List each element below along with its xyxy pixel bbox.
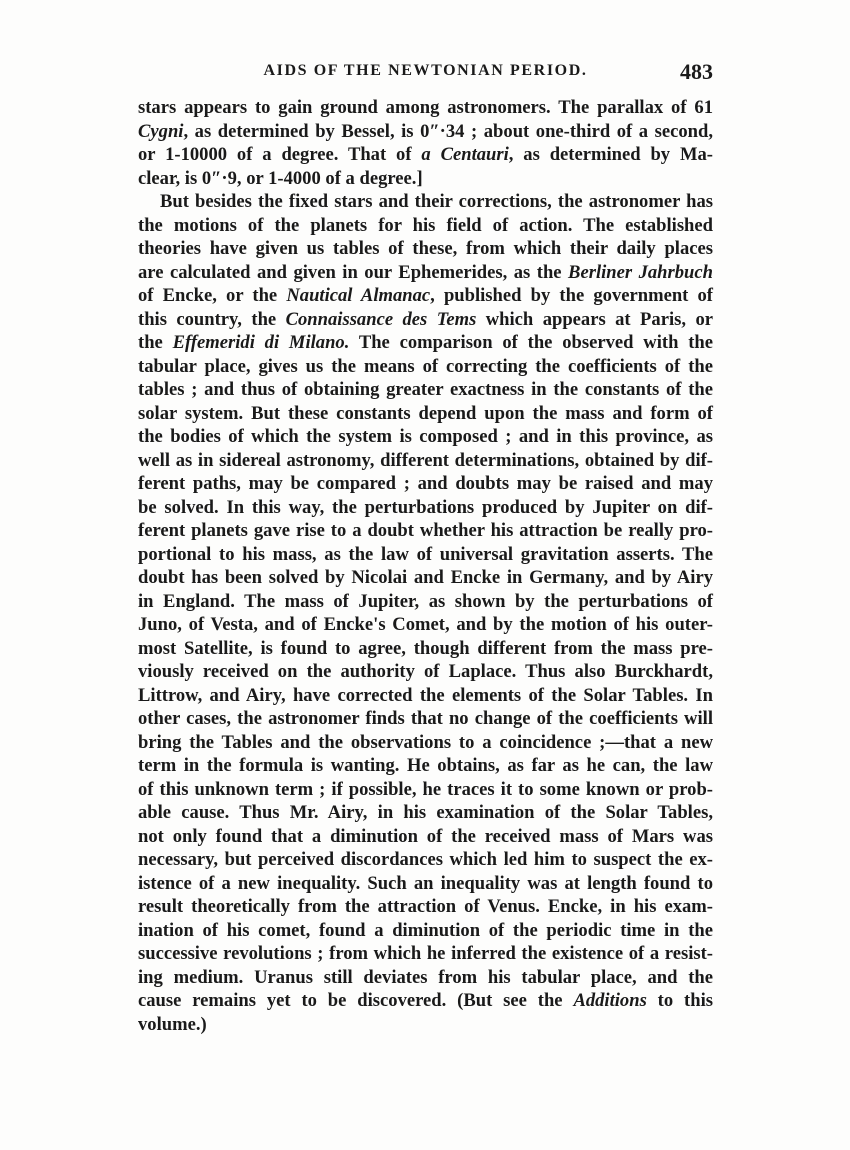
- running-title: AIDS OF THE NEWTONIAN PERIOD.: [263, 62, 588, 79]
- text-line: [138, 214, 713, 238]
- text-run: stars appears to gain ground among astronomers. The parallax of 61: [138, 97, 713, 118]
- text-line: [138, 1013, 713, 1037]
- text-line: [138, 613, 713, 637]
- text-run: necessary, but perceived discordances which led him to suspect the ex-: [138, 849, 713, 870]
- text-line: [138, 543, 713, 567]
- text-line: [138, 472, 713, 496]
- text-run: result theoretically from the attraction of Venus. Encke, in his exam-: [138, 896, 713, 917]
- text-run: bring the Tables and the observations to a coincidence ;—that a new: [138, 731, 713, 753]
- text-run: Littrow, and Airy, have corrected the elements of the Solar Tables. In: [138, 684, 713, 706]
- text-line: [138, 331, 713, 355]
- text-run: are calculated and given in our Ephemerides, as the: [138, 261, 569, 283]
- text-run: other cases, the astronomer finds that no change of the coefficients will: [138, 708, 713, 729]
- text-line: [138, 449, 713, 473]
- italic-text: Berliner Jahrbuch: [568, 261, 713, 283]
- text-run: theories have given us tables of these, from which their daily places: [138, 238, 713, 259]
- text-line: [138, 425, 713, 449]
- text-run: not only found that a diminution of the received mass of Mars was: [138, 825, 713, 847]
- page-number: 483: [680, 59, 713, 84]
- italic-text: Connaissance des Tems: [285, 308, 477, 330]
- text-run: ferent planets gave rise to a doubt whether his attraction be really pro-: [138, 520, 713, 541]
- italic-text: Nautical Almanac: [286, 285, 431, 306]
- text-line: [138, 566, 713, 590]
- text-line: [138, 707, 713, 731]
- text-line: [138, 355, 713, 379]
- text-line: [138, 660, 713, 684]
- text-line: [138, 190, 713, 214]
- text-run: But besides the fixed stars and their corrections, the astronomer has: [160, 191, 713, 212]
- text-line: [138, 731, 713, 755]
- text-run: or 1-10000 of a degree. That of: [138, 144, 422, 165]
- text-line: [138, 895, 713, 919]
- italic-text: Additions: [573, 990, 647, 1011]
- text-run: able cause. Thus Mr. Airy, in his examination of the Solar Tables,: [138, 802, 713, 823]
- text-run: istence of a new inequality. Such an inequality was at length found to: [138, 872, 713, 894]
- text-line: [138, 848, 713, 872]
- text-line: [138, 989, 713, 1013]
- text-line: [138, 167, 713, 191]
- text-run: clear, is 0″·9, or 1-4000 of a degree.]: [138, 167, 423, 189]
- text-run: of Encke, or the: [138, 285, 287, 306]
- text-line: [138, 801, 713, 825]
- body-text: [138, 96, 713, 1036]
- text-line: [138, 120, 713, 144]
- text-line: [138, 378, 713, 402]
- text-run: cause remains yet to be discovered. (But see the: [138, 990, 574, 1011]
- text-run: , published by the government of: [430, 285, 713, 306]
- text-run: term in the formula is wanting. He obtains, as far as he can, the law: [138, 755, 713, 776]
- text-run: successive revolutions ; from which he inferred the existence of a resist-: [138, 943, 713, 964]
- text-line: [138, 778, 713, 802]
- text-line: [138, 942, 713, 966]
- text-run: portional to his mass, as the law of universal gravitation asserts. The: [138, 543, 713, 565]
- text-run: Juno, of Vesta, and of Encke's Comet, and by the motion of his outer-: [138, 614, 713, 635]
- text-run: the bodies of which the system is composed ; and in this province, as: [138, 426, 713, 447]
- text-line: [138, 590, 713, 614]
- text-line: [138, 237, 713, 261]
- text-run: solar system. But these constants depend upon the mass and form of: [138, 402, 713, 424]
- text-line: [138, 496, 713, 520]
- text-run: , as determined by Bessel, is 0″·34 ; about one-third of a second,: [183, 120, 713, 142]
- text-run: doubt has been solved by Nicolai and Encke in Germany, and by Airy: [138, 567, 713, 588]
- running-head: [138, 59, 713, 86]
- text-line: [138, 872, 713, 896]
- text-line: [138, 966, 713, 990]
- italic-text: a Centauri: [421, 144, 509, 165]
- text-line: [138, 684, 713, 708]
- text-line: [138, 308, 713, 332]
- text-line: [138, 261, 713, 285]
- text-run: , as determined by Ma-: [508, 144, 713, 165]
- text-line: [138, 919, 713, 943]
- text-line: [138, 96, 713, 120]
- text-run: well as in sidereal astronomy, different determinations, obtained by dif-: [138, 449, 713, 471]
- text-line: [138, 284, 713, 308]
- text-run: which appears at Paris, or: [476, 308, 713, 330]
- text-run: ferent paths, may be compared ; and doubts may be raised and may: [138, 473, 713, 494]
- text-run: to this: [646, 990, 713, 1011]
- text-run: tabular place, gives us the means of correcting the coefficients of the: [138, 355, 713, 377]
- text-run: of this unknown term ; if possible, he traces it to some known or prob-: [138, 778, 713, 800]
- text-run: tables ; and thus of obtaining greater exactness in the constants of the: [138, 379, 713, 400]
- text-run: in England. The mass of Jupiter, as shown by the perturbations of: [138, 590, 713, 612]
- text-run: be solved. In this way, the perturbations produced by Jupiter on dif-: [138, 496, 713, 518]
- text-run: viously received on the authority of Laplace. Thus also Burckhardt,: [138, 661, 713, 682]
- text-run: the: [138, 332, 173, 353]
- italic-text: Effemeridi di Milano.: [172, 332, 350, 353]
- text-run: most Satellite, is found to agree, though different from the mass pre-: [138, 637, 713, 659]
- text-run: ination of his comet, found a diminution of the periodic time in the: [138, 919, 713, 941]
- text-line: [138, 825, 713, 849]
- italic-text: Cygni: [138, 120, 184, 142]
- text-run: The comparison of the observed with the: [349, 332, 713, 353]
- text-run: this country, the: [138, 308, 286, 330]
- text-run: the motions of the planets for his field of action. The established: [138, 214, 713, 236]
- text-line: [138, 637, 713, 661]
- text-line: [138, 519, 713, 543]
- text-line: [138, 402, 713, 426]
- text-run: ing medium. Uranus still deviates from his tabular place, and the: [138, 966, 713, 988]
- text-run: volume.): [138, 1013, 207, 1035]
- text-line: [138, 143, 713, 167]
- text-line: [138, 754, 713, 778]
